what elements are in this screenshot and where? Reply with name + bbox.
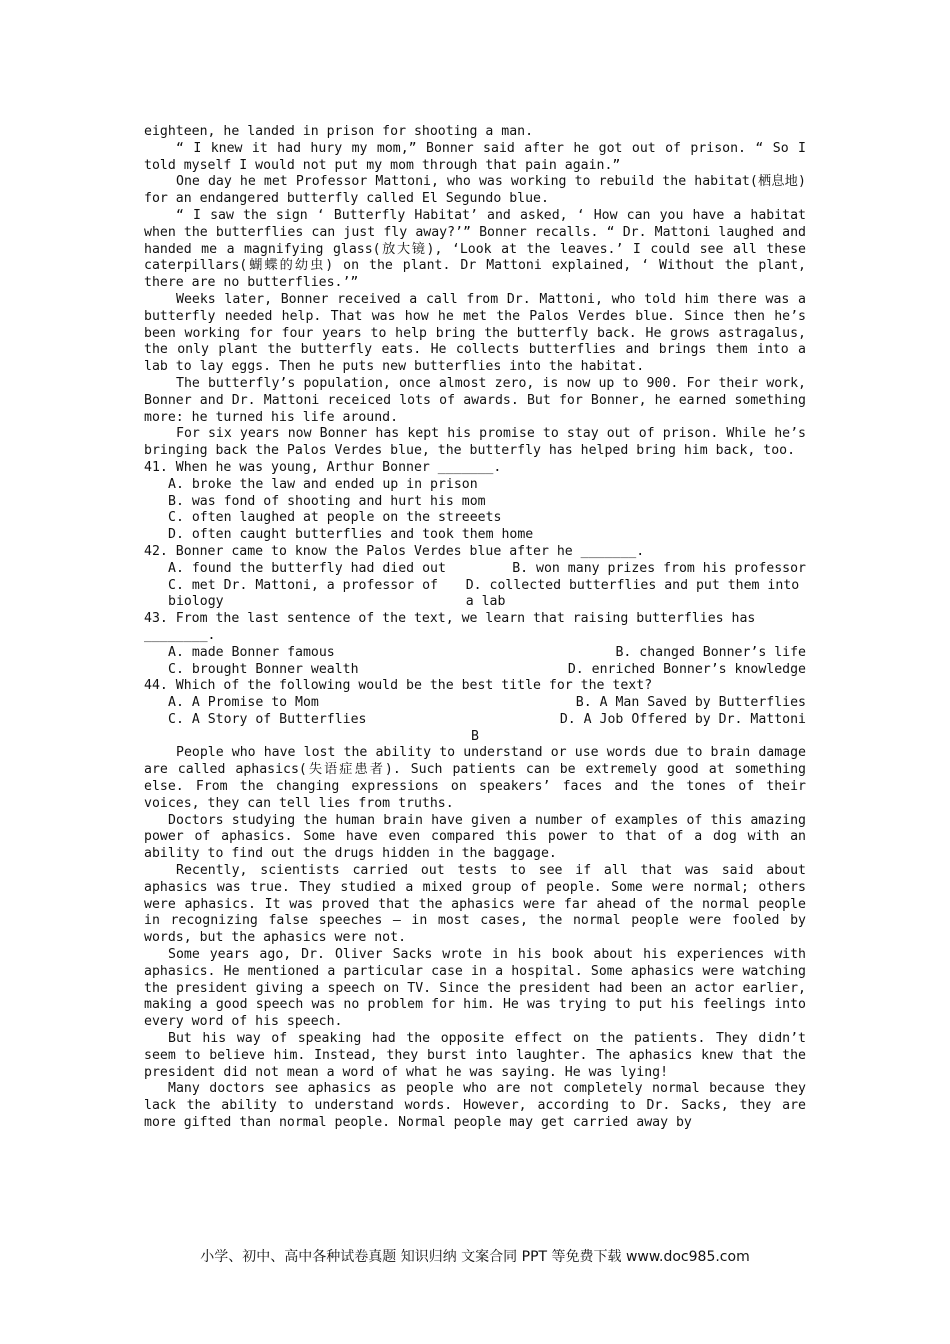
question-43 [144, 611, 806, 678]
exam-page [144, 124, 806, 1132]
option-row [144, 578, 806, 612]
passage-b-paragraph: Some years ago, Dr. Oliver Sacks wrote in his book about his experiences with aphasics. He mentioned a particular case in a hospital. Some aphasics were watching the president giving a speech on TV. Since the president had been an actor earlier, making a good speech was no problem for him. He was trying to put his feelings into every word of his speech. [144, 947, 806, 1030]
option-b: B. won many prizes from his professor [512, 560, 806, 576]
passage-a-paragraph: eighteen, he landed in prison for shooting a man. [144, 124, 534, 139]
option-row [144, 561, 806, 578]
passage-a-paragraph: The butterfly’s population, once almost zero, is now up to 900. For their work, Bonner and Dr. Mattoni receiced lots of awards. But for Bonner, he earned something more: he turned his life around. [144, 375, 806, 425]
option-c: C. met Dr. Mattoni, a professor of biology [168, 577, 438, 610]
option-c: C. A Story of Butterflies [168, 711, 367, 727]
option-a: A. found the butterfly had died out [168, 560, 446, 576]
passage-b-heading: B [471, 728, 479, 744]
passage-b-paragraph: But his way of speaking had the opposite effect on the patients. They didn’t seem to believe him. Instead, they burst into laughter. The aphasics knew that the president did not mean a word of what he was saying. He was lying! [144, 1031, 806, 1080]
question-stem: 41. When he was young, Arthur Bonner _______. [144, 459, 502, 475]
option-row [144, 695, 806, 712]
option-c: C. brought Bonner wealth [168, 661, 359, 677]
passage-b-paragraph: Doctors studying the human brain have given a number of examples of this amazing power of aphasics. Some have even compared this power to that of a dog with an ability to find out the drugs hidden in the baggage. [144, 812, 806, 862]
option-b: B. was fond of shooting and hurt his mom [168, 493, 486, 509]
question-stem: 43. From the last sentence of the text, we learn that raising butterflies has ________. [144, 611, 756, 643]
option-d: D. collected butterflies and put them into a lab [465, 577, 800, 610]
option-b: B. changed Bonner’s life [615, 644, 806, 660]
question-44 [144, 678, 806, 728]
question-stem: 42. Bonner came to know the Palos Verdes blue after he _______. [144, 543, 645, 559]
option-row [144, 712, 806, 729]
option-b: B. A Man Saved by Butterflies [575, 695, 806, 711]
passage-a-paragraph: “ I saw the sign ‘ Butterfly Habitat’ and asked, ‘ How can you have a habitat when the butterflies can just fly away?’” Bonner recalls. “ Dr. Mattoni laughed and handed me a magnifying glass(放大镜), ‘Look at the leaves.’ I could see all these caterpillars(蝴蝶的幼虫) on the plant. Dr Mattoni explained, ‘ Without the plant, there are no butterflies.’” [144, 207, 806, 291]
question-stem: 44. Which of the following would be the best title for the text? [144, 678, 653, 694]
option-a: A. A Promise to Mom [168, 695, 319, 711]
option-c: C. often laughed at people on the streeets [168, 510, 502, 526]
question-41 [144, 460, 806, 544]
passage-b-paragraph: Many doctors see aphasics as people who are not completely normal because they lack the ability to understand words. However, according to Dr. Sacks, they are more gifted than normal people. Normal people may get carried away by [144, 1081, 806, 1131]
passage-b-paragraph: People who have lost the ability to understand or use words due to brain damage are called aphasics(失语症患者). Such patients can be extremely good at something else. From the changing expressions on speakers’ faces and the tones of their voices, they can tell lies from truths. [144, 745, 806, 811]
option-a: A. made Bonner famous [168, 644, 335, 660]
passage-a-paragraph: “ I knew it had hury my mom,” Bonner said after he got out of prison. “ So I told myself I would not put my mom through that pain again.” [144, 140, 806, 173]
option-d: D. enriched Bonner’s knowledge [567, 661, 806, 677]
footer-watermark: 小学、初中、高中各种试卷真题 知识归纳 文案合同 PPT 等免费下载 www.doc985.com [200, 1249, 750, 1265]
option-row [144, 662, 806, 679]
passage-b-paragraph: Recently, scientists carried out tests to see if all that was said about aphasics was true. They studied a mixed group of people. Some were normal; others were aphasics. It was proved that the aphasics were far ahead of the normal people in recognizing false speeches — in most cases, the normal people were fooled by words, but the aphasics were not. [144, 863, 806, 946]
question-42 [144, 544, 806, 611]
passage-a-paragraph: Weeks later, Bonner received a call from Dr. Mattoni, who told him there was a butterfly needed help. That was how he met the Palos Verdes blue. Since then he’s been working for four years to help bring the butterfly back. He grows astragalus, the only plant the butterfly eats. He collects butterflies and brings them into a lab to lay eggs. Then he puts new butterflies into the habitat. [144, 291, 806, 375]
option-d: D. A Job Offered by Dr. Mattoni [559, 711, 806, 727]
option-row [144, 645, 806, 662]
option-d: D. often caught butterflies and took them home [168, 527, 534, 543]
passage-a-paragraph: One day he met Professor Mattoni, who was working to rebuild the habitat(栖息地) for an endangered butterfly called El Segundo blue. [144, 174, 806, 207]
option-a: A. broke the law and ended up in prison [168, 476, 478, 492]
passage-a-paragraph: For six years now Bonner has kept his promise to stay out of prison. While he’s bringing back the Palos Verdes blue, the butterfly has helped bring him back, too. [144, 426, 806, 459]
